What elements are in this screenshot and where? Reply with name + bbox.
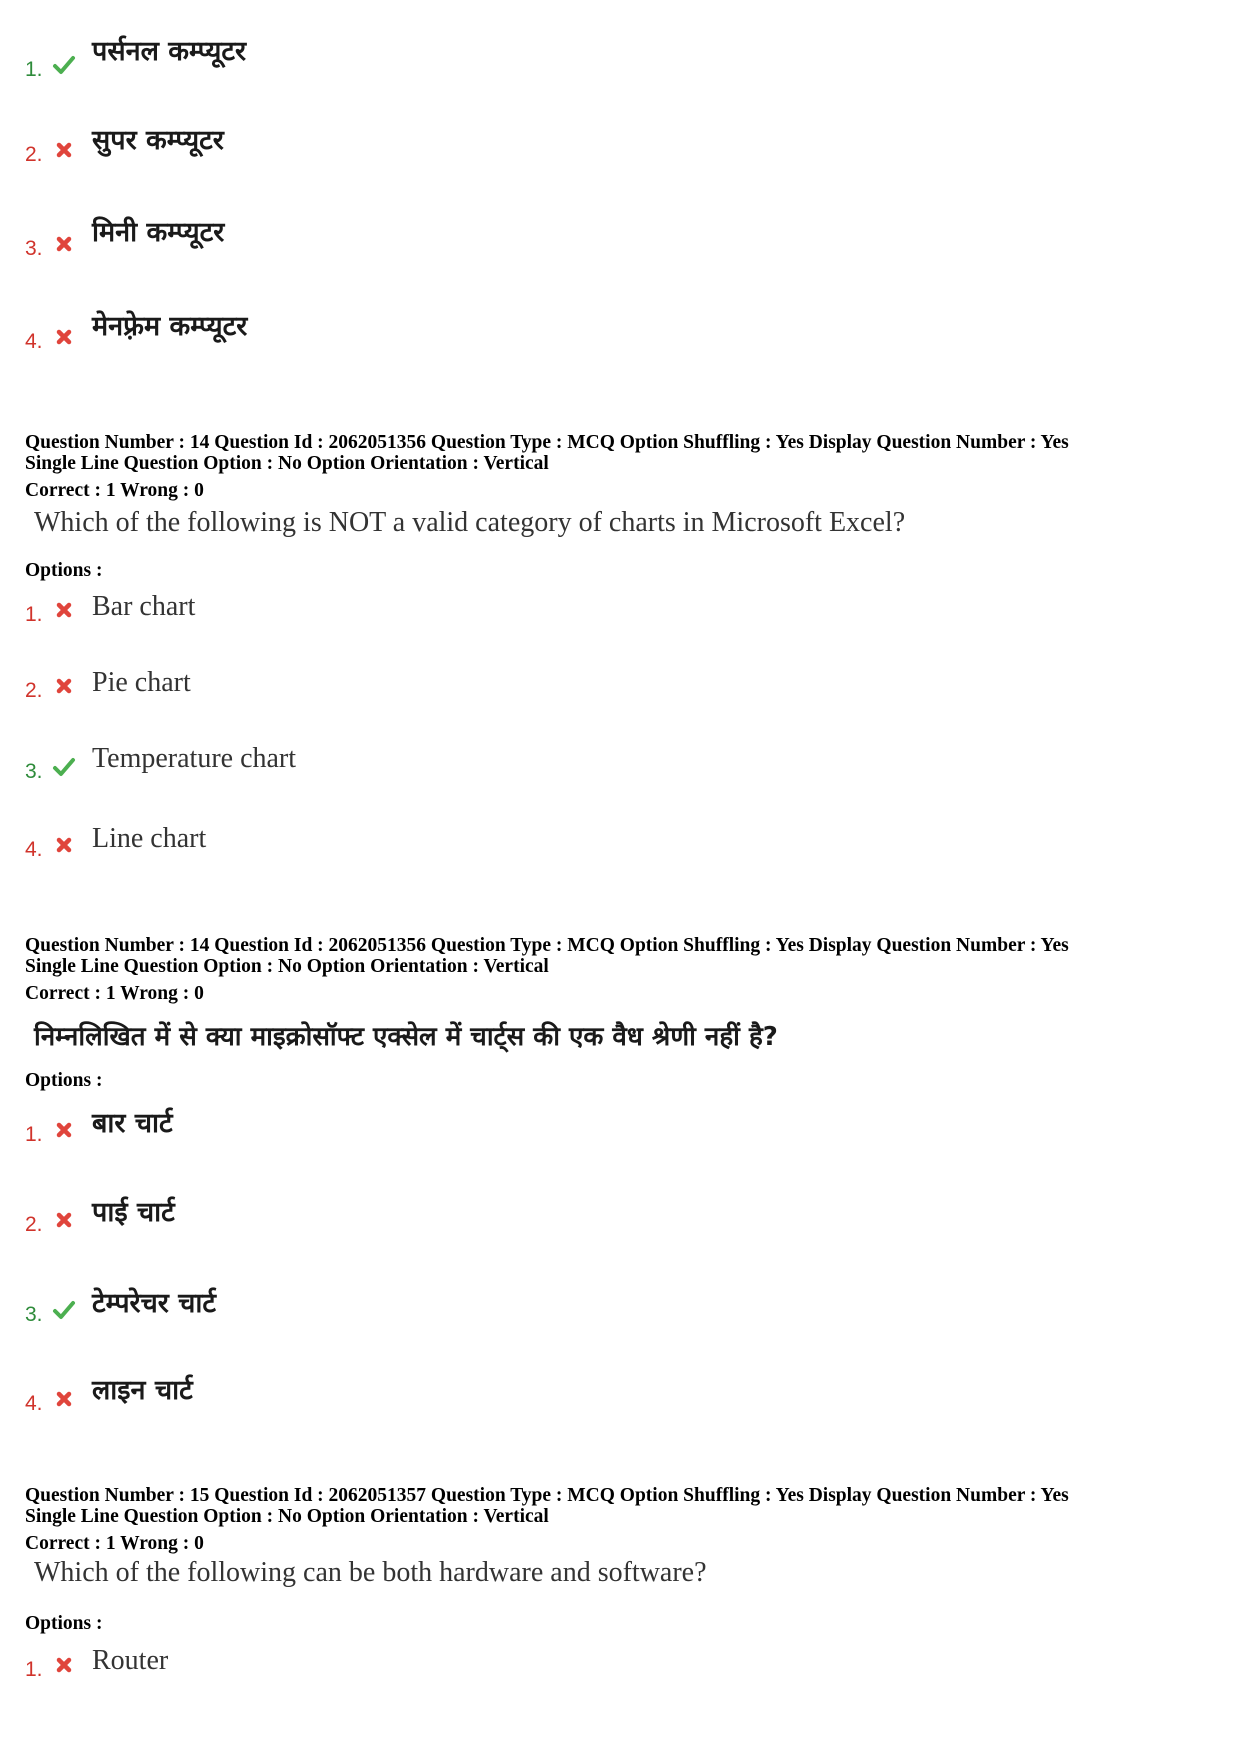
score-line: Correct : 1 Wrong : 0 [25, 480, 204, 501]
option-item [0, 667, 1240, 719]
cross-icon [51, 597, 77, 623]
option-number: 1. [25, 1123, 43, 1146]
option-number: 4. [25, 838, 43, 861]
option-item [0, 125, 1240, 183]
cross-icon [51, 673, 77, 699]
option-item [0, 1645, 1240, 1698]
check-icon [51, 52, 77, 78]
option-text: पर्सनल कम्प्यूटर [92, 36, 247, 67]
question-meta [25, 935, 1069, 977]
option-item [0, 743, 1240, 800]
option-number: 1. [25, 603, 43, 626]
option-text: मेनफ़्रेम कम्प्यूटर [92, 311, 248, 342]
option-item [0, 1108, 1240, 1163]
option-text: Pie chart [92, 667, 191, 698]
option-number: 4. [25, 330, 43, 353]
check-icon [51, 1297, 77, 1323]
check-icon [51, 754, 77, 780]
option-number: 2. [25, 1213, 43, 1236]
option-text: बार चार्ट [92, 1108, 173, 1139]
score-line: Correct : 1 Wrong : 0 [25, 983, 204, 1004]
option-text: सुपर कम्प्यूटर [92, 125, 224, 156]
meta-line: Single Line Question Option : No Option Orientation : Vertical [25, 956, 549, 977]
cross-icon [51, 1386, 77, 1412]
option-text: मिनी कम्प्यूटर [92, 217, 225, 248]
question-meta [25, 432, 1069, 474]
options-label: Options : [25, 1070, 103, 1091]
cross-icon [51, 1117, 77, 1143]
option-number: 2. [25, 143, 43, 166]
option-item [0, 1197, 1240, 1253]
meta-line: Single Line Question Option : No Option Orientation : Vertical [25, 1506, 549, 1527]
options-label: Options : [25, 1613, 103, 1634]
option-item [0, 591, 1240, 643]
question-text: निम्नलिखित में से क्या माइक्रोसॉफ्ट एक्सेल में चार्ट्स की एक वैध श्रेणी नहीं है? [34, 1022, 778, 1052]
option-number: 2. [25, 679, 43, 702]
option-number: 3. [25, 760, 43, 783]
cross-icon [51, 231, 77, 257]
option-number: 1. [25, 58, 43, 81]
question-meta [25, 1485, 1069, 1527]
meta-line: Question Number : 15 Question Id : 2062051357 Question Type : MCQ Option Shuffling : Yes Display Question Number : Yes [25, 1485, 1069, 1506]
meta-line: Single Line Question Option : No Option Orientation : Vertical [25, 453, 549, 474]
score-line: Correct : 1 Wrong : 0 [25, 1533, 204, 1554]
option-text: लाइन चार्ट [92, 1375, 193, 1406]
option-text: Line chart [92, 823, 207, 854]
option-item [0, 36, 1240, 98]
option-number: 4. [25, 1392, 43, 1415]
option-text: Router [92, 1645, 169, 1676]
meta-line: Question Number : 14 Question Id : 2062051356 Question Type : MCQ Option Shuffling : Yes Display Question Number : Yes [25, 432, 1069, 453]
cross-icon [51, 832, 77, 858]
option-item [0, 311, 1240, 370]
cross-icon [51, 1652, 77, 1678]
meta-line: Question Number : 14 Question Id : 2062051356 Question Type : MCQ Option Shuffling : Yes Display Question Number : Yes [25, 935, 1069, 956]
option-number: 3. [25, 1303, 43, 1326]
options-label: Options : [25, 560, 103, 581]
option-number: 3. [25, 237, 43, 260]
cross-icon [51, 137, 77, 163]
cross-icon [51, 1207, 77, 1233]
option-item [0, 217, 1240, 277]
option-text: पाई चार्ट [92, 1197, 175, 1228]
option-text: Temperature chart [92, 743, 297, 774]
option-item [0, 823, 1240, 878]
question-text: Which of the following is NOT a valid category of charts in Microsoft Excel? [34, 507, 906, 538]
question-text: Which of the following can be both hardware and software? [34, 1557, 707, 1588]
option-text: टेम्परेचर चार्ट [92, 1288, 216, 1319]
option-item [0, 1375, 1240, 1432]
option-item [0, 1288, 1240, 1343]
option-text: Bar chart [92, 591, 196, 622]
cross-icon [51, 324, 77, 350]
option-number: 1. [25, 1658, 43, 1681]
